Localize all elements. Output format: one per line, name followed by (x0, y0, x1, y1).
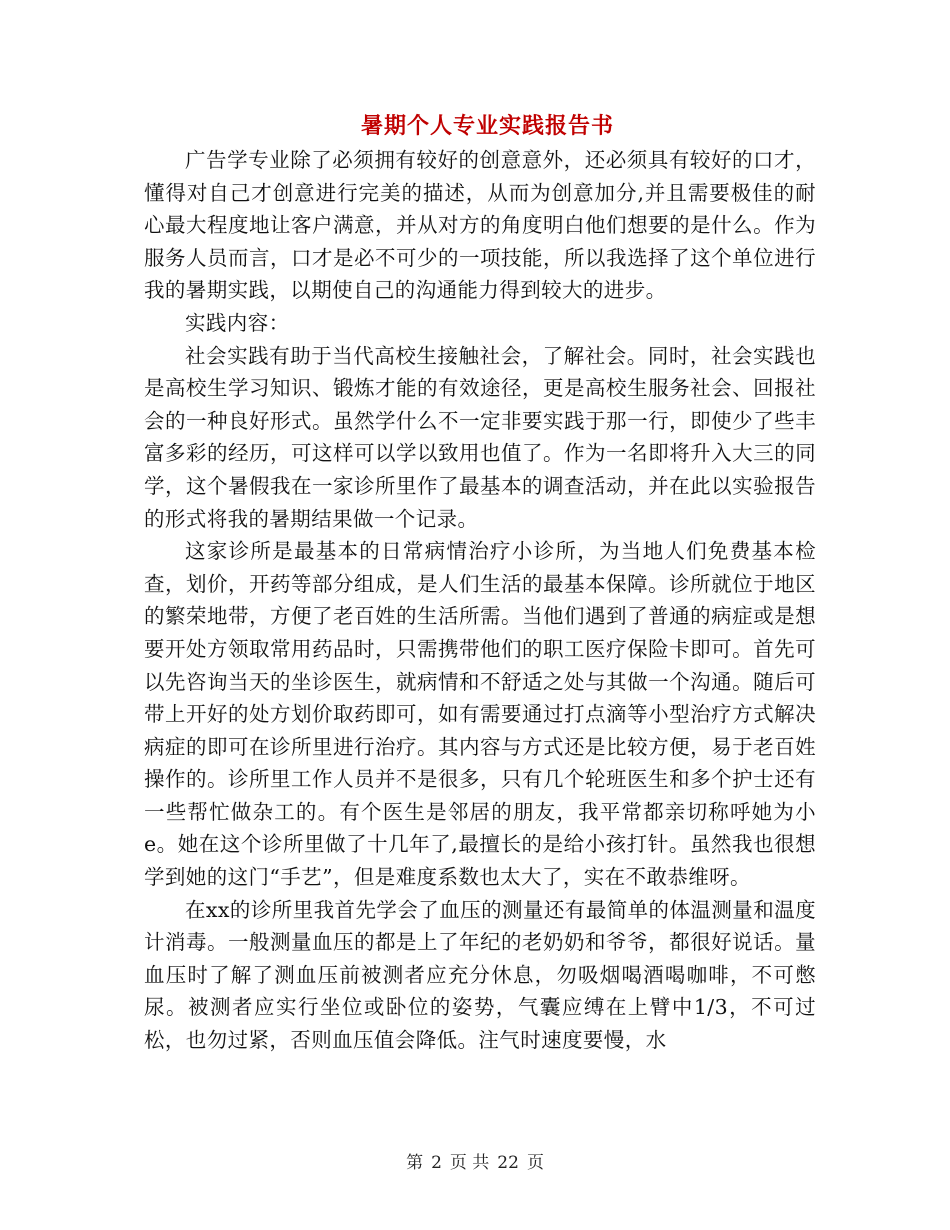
paragraph-social-practice: 社会实践有助于当代高校生接触社会，了解社会。同时，社会实践也是高校生学习知识、锻炼才能的有效途径，更是高校生服务社会、回报社会的一种良好形式。虽然学什么不一定非要实践于那一行，即使少了些丰富多彩的经历，可这样可以学以致用也值了。作为一名即将升入大三的同学，这个暑假我在一家诊所里作了最基本的调查活动，并在此以实验报告的形式将我的暑期结果做一个记录。 (144, 343, 816, 531)
footer-total-pages: 22 (497, 1153, 519, 1173)
paragraph-blood-pressure: 在xx的诊所里我首先学会了血压的测量还有最简单的体温测量和温度计消毒。一般测量血压的都是上了年纪的老奶奶和爷爷，都很好说话。量血压时了解了测血压前被测者应充分休息，勿吸烟喝酒喝咖啡，不可憋尿。被测者应实行坐位或卧位的姿势，气囊应缚在上臂中1/3，不可过松，也勿过紧，否则血压值会降低。注气时速度要慢，水 (144, 897, 816, 1053)
footer-prefix: 第 (406, 1153, 424, 1173)
footer-middle: 页 共 (449, 1153, 490, 1173)
paragraph-intro: 广告学专业除了必须拥有较好的创意意外，还必须具有较好的口才，懂得对自己才创意进行完美的描述，从而为创意加分,并且需要极佳的耐心最大程度地让客户满意，并从对方的角度明白他们想要的是什么。作为服务人员而言，口才是必不可少的一项技能，所以我选择了这个单位进行我的暑期实践，以期使自己的沟通能力得到较大的进步。 (144, 148, 816, 303)
paragraph-section-heading: 实践内容： (185, 310, 290, 335)
document-body (144, 144, 816, 1057)
footer-suffix: 页 (526, 1153, 544, 1173)
page-footer (0, 1151, 950, 1175)
paragraph-clinic: 这家诊所是最基本的日常病情治疗小诊所，为当地人们免费基本检查，划价，开药等部分组成，是人们生活的最基本保障。诊所就位于地区的繁荣地带，方便了老百姓的生活所需。当他们遇到了普通的病症或是想要开处方领取常用药品时，只需携带他们的职工医疗保险卡即可。首先可以先咨询当天的坐诊医生，就病情和不舒适之处与其做一个沟通。随后可带上开好的处方划价取药即可，如有需要通过打点滴等小型治疗方式解决病症的即可在诊所里进行治疗。其内容与方式还是比较方便，易于老百姓操作的。诊所里工作人员并不是很多，只有几个轮班医生和多个护士还有一些帮忙做杂工的。有个医生是邻居的朋友，我平常都亲切称呼她为小e。她在这个诊所里做了十几年了,最擅长的是给小孩打针。虽然我也很想学到她的这门“手艺”，但是难度系数也太大了，实在不敢恭维呀。 (144, 539, 816, 890)
document-title: 暑期个人专业实践报告书 (360, 113, 614, 139)
footer-page-number: 2 (431, 1153, 442, 1173)
